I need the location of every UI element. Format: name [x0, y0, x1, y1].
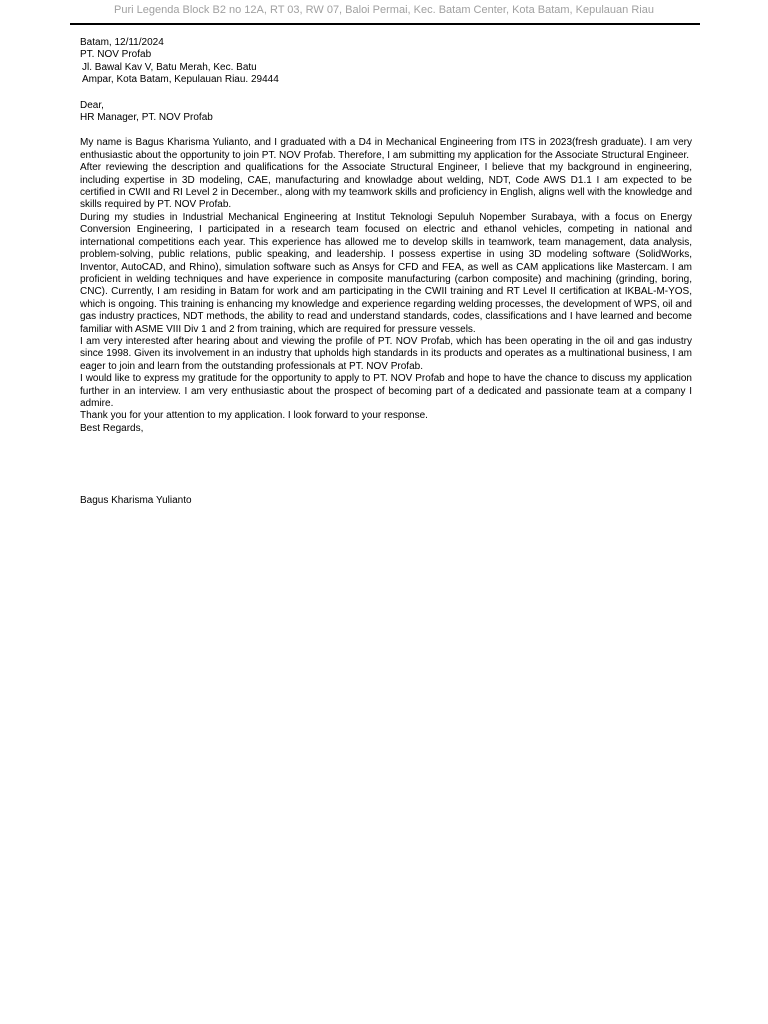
- paragraph-experience: During my studies in Industrial Mechanical Engineering at Institut Teknologi Sepuluh Nopember Surabaya, with a focus on Energy Conversion Engineering, I participated in a research team focused on electric and ethanol vehicles, competing in national and international competitions each year. This experience has allowed me to develop skills in teamwork, team management, data analysis, problem-solving, public relations, public speaking, and leadership. I possess expertise in using 3D modeling software (SolidWorks, Inventor, AutoCAD, and Rhino), simulation software such as Ansys for CFD and FEA, as well as CAM applications like Mastercam. I am proficient in welding techniques and have experience in composite manufacturing (carbon composite) and machining (grinding, boring, CNC). Currently, I am residing in Batam for work and am participating in the CWII training and RT Level II certification at IKBAL-M-YOS, which is ongoing. This training is enhancing my knowledge and experience regarding welding processes, the development of WPS, oil and gas industry practices, NDT methods, the ability to read and understand standards, codes, classifications and I have learned and become familiar with ASME VIII Div 1 and 2 from training, which are required for pressure vessels.: [80, 211, 692, 335]
- signature-name: Bagus Kharisma Yulianto: [80, 495, 192, 507]
- paragraph-gratitude: I would like to express my gratitude for the opportunity to apply to PT. NOV Profab and hope to have the chance to discuss my application further in an interview. I am very enthusiastic about the prospect of becoming part of a dedicated and passionate team at a company I admire.: [80, 373, 692, 409]
- place-date: Batam, 12/11/2024: [80, 37, 164, 48]
- recipient-address-line-1: Jl. Bawal Kav V, Batu Merah, Kec. Batu: [82, 61, 257, 73]
- recipient-block: [80, 49, 692, 86]
- salutation-title: HR Manager, PT. NOV Profab: [80, 112, 213, 124]
- recipient-company: PT. NOV Profab: [80, 49, 152, 61]
- paragraph-intro: My name is Bagus Kharisma Yulianto, and I graduated with a D4 in Mechanical Engineering from ITS in 2023(fresh graduate). I am very enthusiastic about the opportunity to join PT. NOV Profab. Therefore, I am submitting my application for the Associate Structural Engineer.: [80, 137, 692, 161]
- paragraph-company-interest: I am very interested after hearing about and viewing the profile of PT. NOV Profab, which has been operating in the oil and gas industry since 1998. Given its involvement in an industry that upholds high standards in its products and operates as a multinational business, I am eager to join and learn from the outstanding professionals at PT. NOV Profab.: [80, 335, 692, 372]
- header-address: Puri Legenda Block B2 no 12A, RT 03, RW 07, Baloi Permai, Kec. Batam Center, Kota Batam, Kepulauan Riau: [114, 4, 654, 16]
- paragraph-thanks: Thank you for your attention to my application. I look forward to your response.: [80, 410, 428, 422]
- header-divider: [70, 23, 700, 25]
- salutation-block: [80, 100, 692, 125]
- recipient-address-line-2: Ampar, Kota Batam, Kepulauan Riau. 29444: [82, 74, 279, 86]
- letter-body: [80, 37, 692, 508]
- signature-space: [80, 435, 692, 495]
- paragraph-qualifications: After reviewing the description and qualifications for the Associate Structural Engineer, I believe that my background in engineering, including expertise in 3D modeling, CAE, manufacturing and knowladge about welding, NDT, Code AWS D1.1 I am expected to be certified in CWII and RI Level 2 in December., along with my teamwork skills and proficiency in English, aligns well with the knowledge and skills required by PT. NOV Profab.: [80, 162, 692, 211]
- salutation: Dear,: [80, 99, 104, 111]
- closing: Best Regards,: [80, 422, 144, 434]
